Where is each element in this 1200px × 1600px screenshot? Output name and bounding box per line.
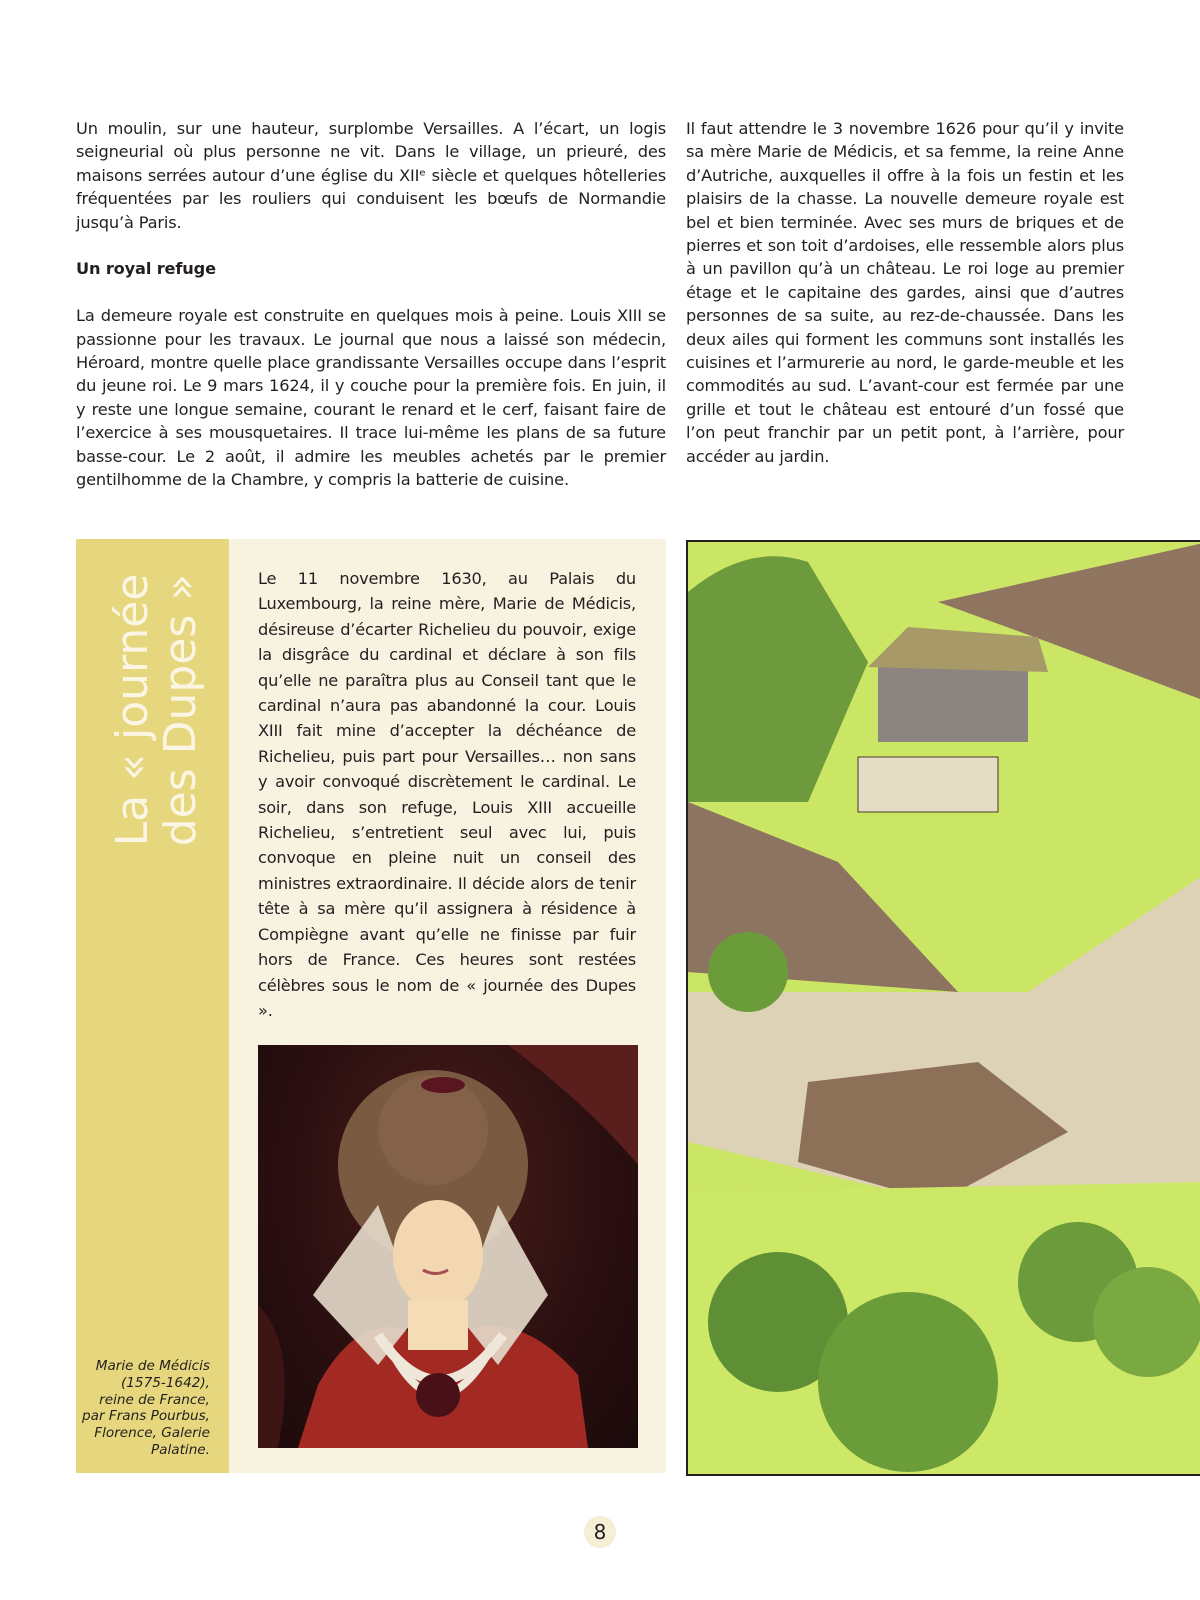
text-column-right [686,117,1124,468]
sidebar-title-line2: des Dupes » [155,573,206,847]
sidebar-title [109,540,219,880]
portrait-caption: Marie de Médicis (1575-1642), reine de France, par Frans Pourbus, Florence, Galerie Palatine. [82,1358,210,1458]
body-paragraph: La demeure royale est construite en quelques mois à peine. Louis XIII se passionne pour les travaux. Le journal que nous a laissé son médecin, Héroard, montre quelle place grandissante Versailles occupe dans l’esprit du jeune roi. Le 9 mars 1624, il y couche pour la première fois. En juin, il y reste une longue semaine, courant le renard et le cerf, faisant faire de l’exercice à ses mousquetaires. Il trace lui-même les plans de sa future basse-cour. Le 2 août, il admire les meubles achetés par le premier gentilhomme de la Chambre, y compris la batterie de cuisine. [76,306,666,490]
construction-illustration [686,540,1200,1476]
sidebar-text: Le 11 novembre 1630, au Palais du Luxembourg, la reine mère, Marie de Médicis, désireuse d’écarter Richelieu du pouvoir, exige la disgrâce du cardinal et déclare à son fils qu’elle ne paraîtra plus au Conseil tant que le cardinal n’aura pas abandonné la cour. Louis XIII fait mine d’accepter la déchéance de Richelieu, puis part pour Versailles… non sans y avoir convoqué discrètement le cardinal. Le soir, dans son refuge, Louis XIII accueille Richelieu, s’entretient seul avec lui, puis convoque en pleine nuit un conseil des ministres extraordinaire. Il décide alors de tenir tête à sa mère qu’il assignera à résidence à Compiègne avant qu’elle ne finisse par fuir hors de France. Ces heures sont restées célèbres sous le nom de « journée des Dupes ». [258,569,636,1020]
landscape-illustration-icon [688,542,1200,1474]
body-paragraph: Il faut attendre le 3 novembre 1626 pour qu’il y invite sa mère Marie de Médicis, et sa femme, la reine Anne d’Autriche, auxquelles il offre à la fois un festin et les plaisirs de la chasse. La nouvelle demeure royale est bel et bien terminée. Avec ses murs de briques et de pierres et son toit d’ardoises, elle ressemble alors plus à un pavillon qu’à un château. Le roi loge au premier étage et le capitaine des gardes, ainsi que d’autres personnes de sa suite, au rez-de-chaussée. Dans les deux ailes qui forment les communs sont installés les cuisines et l’armurerie au nord, le garde-meuble et les commodités au sud. L’avant-cour est fermée par une grille et tout le château est entouré d’un fossé que l’on peut franchir par un petit pont, à l’arrière, pour accéder au jardin. [686,119,1124,466]
portrait-painting-icon [258,1045,638,1448]
intro-paragraph: Un moulin, sur une hauteur, surplombe Versailles. A l’écart, un logis seigneurial où plus personne ne vit. Dans le village, un prieuré, des maisons serrées autour d’une église du XIIᵉ siècle et quelques hôtelleries fréquentées par les rouliers qui conduisent les bœufs de Normandie jusqu’à Paris. [76,119,666,232]
text-column-left [76,117,666,491]
sidebar-title-line1: La « journée [107,573,158,847]
page-number: 8 [584,1516,616,1548]
section-subheading: Un royal refuge [76,259,216,279]
portrait-marie-de-medicis [258,1045,638,1448]
